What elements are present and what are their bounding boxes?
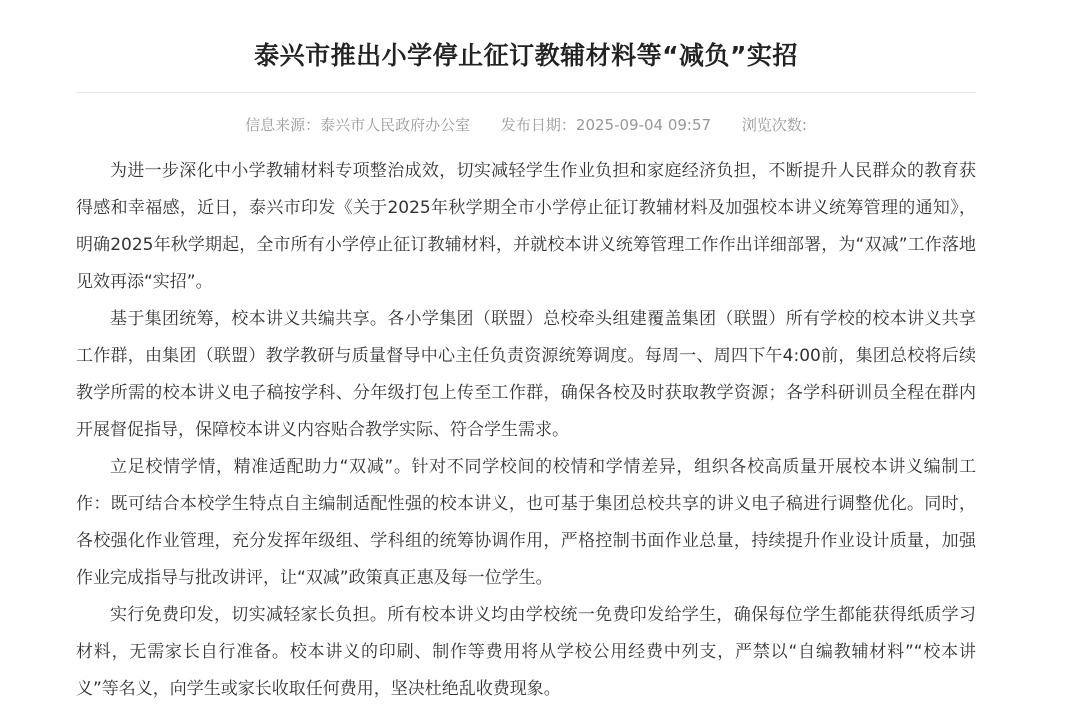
article-body: [76, 153, 976, 708]
meta-date-value: 2025-09-04 09:57: [575, 116, 712, 134]
paragraph: 为进一步深化中小学教辅材料专项整治成效，切实减轻学生作业负担和家庭经济负担，不断提升人民群众的教育获得感和幸福感，近日，泰兴市印发《关于2025年秋学期全市小学停止征订教辅材料及加强校本讲义统筹管理的通知》，明确2025年秋学期起，全市所有小学停止征订教辅材料，并就校本讲义统筹管理工作作出详细部署，为“双减”工作落地见效再添“实招”。: [76, 161, 976, 292]
meta-views-label: 浏览次数:: [741, 116, 807, 134]
meta-source-label: 信息来源：: [245, 116, 321, 134]
meta-views: [742, 116, 807, 134]
meta-source: [245, 116, 470, 134]
paragraph: 立足校情学情，精准适配助力“双减”。针对不同学校间的校情和学情差异，组织各校高质量开展校本讲义编制工作：既可结合本校学生特点自主编制适配性强的校本讲义，也可基于集团总校共享的讲义电子稿进行调整优化。同时，各校强化作业管理，充分发挥年级组、学科组的统筹协调作用，严格控制书面作业总量，持续提升作业设计质量，加强作业完成指导与批改讲评，让“双减”政策真正惠及每一位学生。: [76, 457, 976, 588]
paragraph: 基于集团统筹，校本讲义共编共享。各小学集团（联盟）总校牵头组建覆盖集团（联盟）所有学校的校本讲义共享工作群，由集团（联盟）教学教研与质量督导中心主任负责资源统筹调度。每周一、周四下午4:00前，集团总校将后续教学所需的校本讲义电子稿按学科、分年级打包上传至工作群，确保各校及时获取教学资源；各学科研训员全程在群内开展督促指导，保障校本讲义内容贴合教学实际、符合学生需求。: [76, 309, 976, 440]
meta-date: [501, 116, 711, 134]
paragraph: 实行免费印发，切实减轻家长负担。所有校本讲义均由学校统一免费印发给学生，确保每位学生都能获得纸质学习材料，无需家长自行准备。校本讲义的印刷、制作等费用将从学校公用经费中列支，严禁以“自编教辅材料”“校本讲义”等名义，向学生或家长收取任何费用，坚决杜绝乱收费现象。: [76, 605, 976, 699]
page-title: 泰兴市推出小学停止征订教辅材料等“减负”实招: [254, 41, 798, 70]
meta-source-value: 泰兴市人民政府办公室: [320, 116, 471, 134]
meta-date-label: 发布日期：: [500, 116, 576, 134]
title-divider: [76, 92, 976, 93]
article: [76, 0, 976, 708]
article-meta: [76, 113, 976, 137]
